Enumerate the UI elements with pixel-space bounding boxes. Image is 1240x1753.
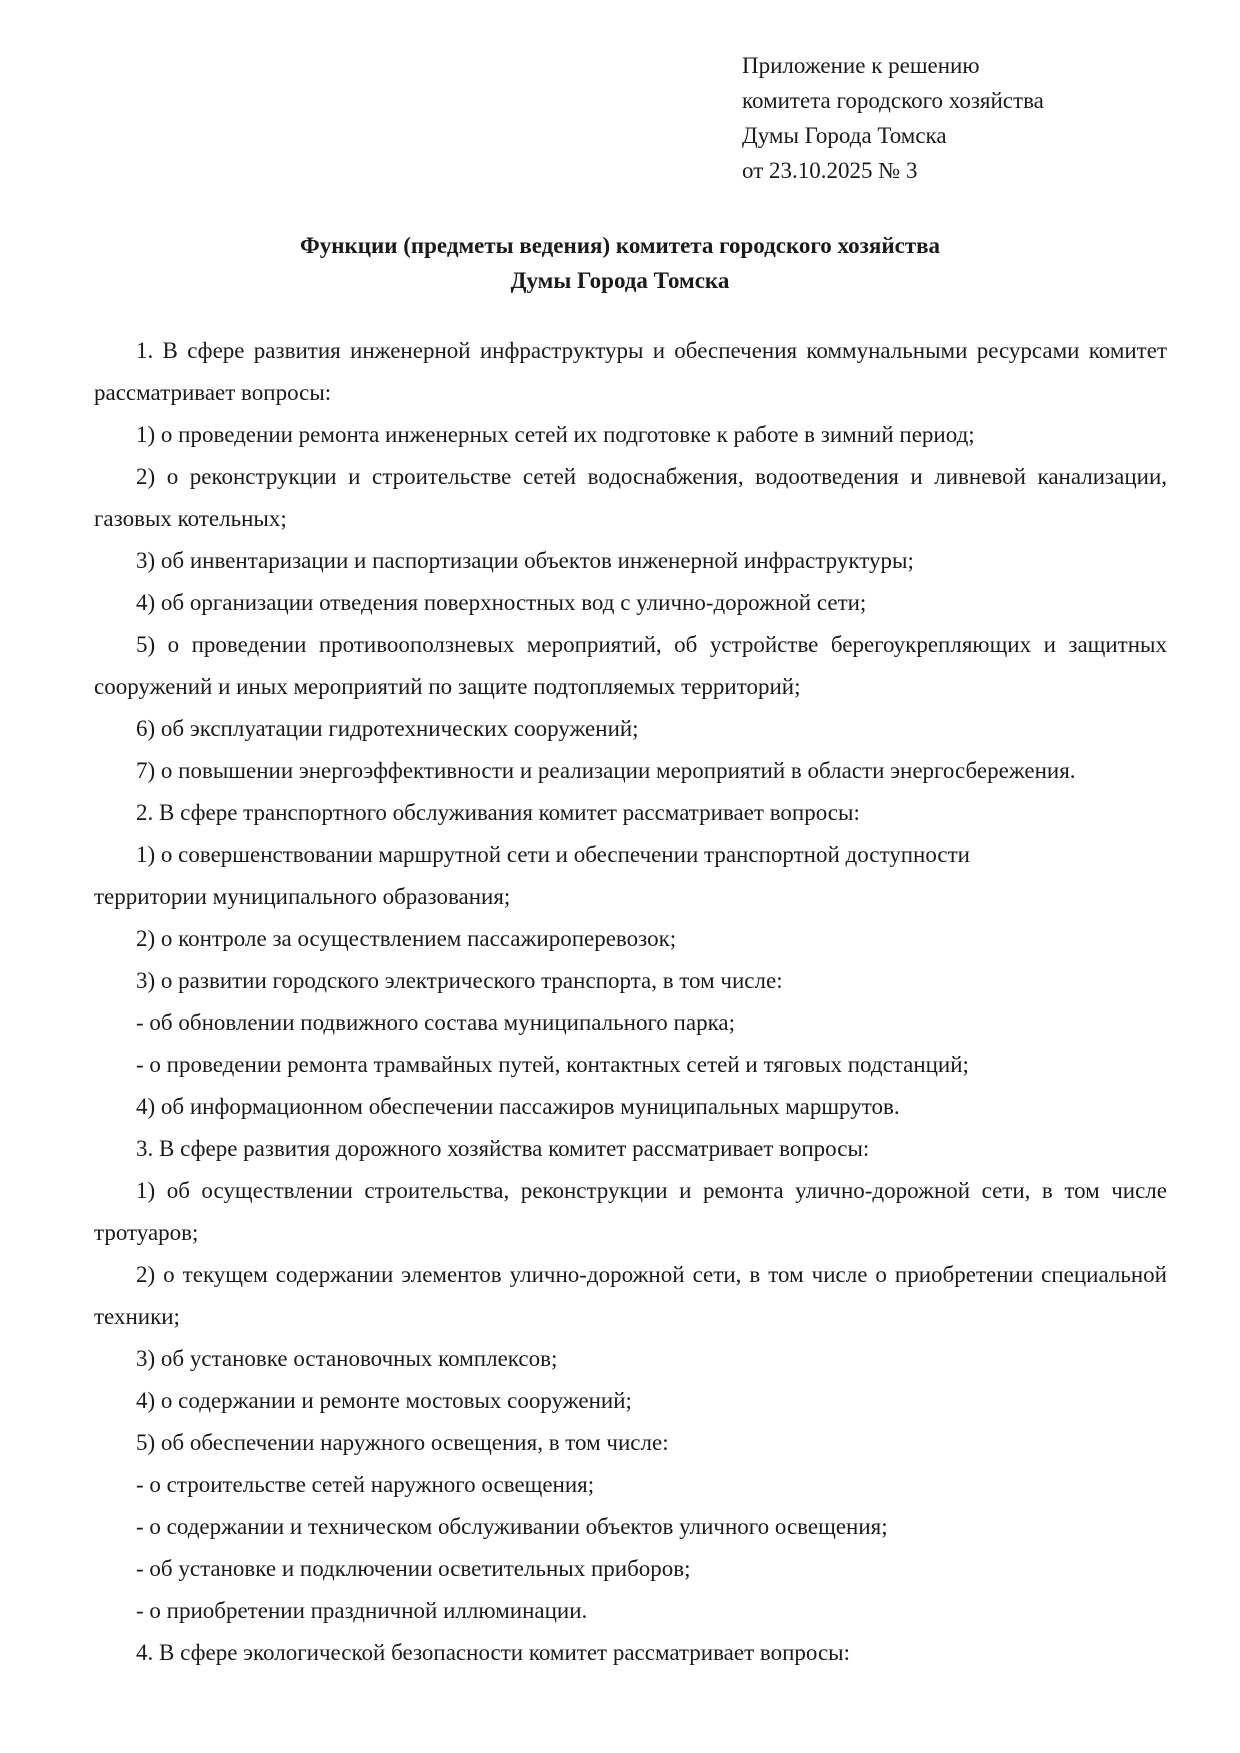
- title-line: Думы Города Томска: [510, 268, 730, 293]
- list-item: 3) о развитии городского электрического транспорта, в том числе:: [136, 968, 783, 993]
- document-body: [94, 330, 1167, 1674]
- appendix-line: Приложение к решению: [742, 53, 980, 78]
- list-item: 1) о совершенствовании маршрутной сети и обеспечении транспортной доступности: [136, 842, 970, 867]
- list-item: 3) об инвентаризации и паспортизации объектов инженерной инфраструктуры;: [136, 548, 914, 573]
- section-heading: 2. В сфере транспортного обслуживания комитет рассматривает вопросы:: [136, 800, 860, 825]
- list-item: 4) об организации отведения поверхностных вод с улично-дорожной сети;: [136, 590, 867, 615]
- list-item: 1) о проведении ремонта инженерных сетей их подготовке к работе в зимний период;: [136, 422, 975, 447]
- section-heading: 3. В сфере развития дорожного хозяйства комитет рассматривает вопросы:: [136, 1136, 870, 1161]
- list-item: 4) о содержании и ремонте мостовых сооружений;: [136, 1388, 632, 1413]
- list-item: 4) об информационном обеспечении пассажиров муниципальных маршрутов.: [136, 1094, 900, 1119]
- section-heading: 4. В сфере экологической безопасности комитет рассматривает вопросы:: [136, 1640, 851, 1665]
- appendix-line: Думы Города Томска: [742, 123, 947, 148]
- list-item: 5) об обеспечении наружного освещения, в том числе:: [136, 1430, 669, 1455]
- appendix-date-line: от 23.10.2025 № 3: [742, 158, 918, 183]
- sub-list-item: - о содержании и техническом обслуживании объектов уличного освещения;: [136, 1514, 888, 1539]
- appendix-block: [742, 48, 1044, 188]
- sub-list-item: - о проведении ремонта трамвайных путей, контактных сетей и тяговых подстанций;: [136, 1052, 969, 1077]
- sub-list-item: - об установке и подключении осветительных приборов;: [136, 1556, 691, 1581]
- list-item: 1) об осуществлении строительства, реконструкции и ремонта улично-дорожной сети, в том числе тротуаров;: [94, 1178, 1167, 1245]
- list-item-continuation: территории муниципального образования;: [94, 884, 511, 909]
- title-line: Функции (предметы ведения) комитета городского хозяйства: [299, 233, 941, 258]
- list-item: 6) об эксплуатации гидротехнических сооружений;: [136, 716, 639, 741]
- list-item: 3) об установке остановочных комплексов;: [136, 1346, 558, 1371]
- list-item: 2) о контроле за осуществлением пассажироперевозок;: [136, 926, 677, 951]
- sub-list-item: - об обновлении подвижного состава муниципального парка;: [136, 1010, 735, 1035]
- list-item: 5) о проведении противооползневых мероприятий, об устройстве берегоукрепляющих и защитных сооружений и иных мероприятий по защите подтопляемых территорий;: [94, 632, 1167, 699]
- section-heading: 1. В сфере развития инженерной инфраструктуры и обеспечения коммунальными ресурсами комитет рассматривает вопросы:: [94, 338, 1167, 405]
- sub-list-item: - о строительстве сетей наружного освещения;: [136, 1472, 595, 1497]
- list-item: 2) о реконструкции и строительстве сетей водоснабжения, водоотведения и ливневой канализации, газовых котельных;: [94, 464, 1167, 531]
- list-item: 2) о текущем содержании элементов улично-дорожной сети, в том числе о приобретении специальной техники;: [94, 1262, 1167, 1329]
- list-item: 7) о повышении энергоэффективности и реализации мероприятий в области энергосбережения.: [136, 758, 1076, 783]
- appendix-line: комитета городского хозяйства: [742, 88, 1044, 113]
- sub-list-item: - о приобретении праздничной иллюминации.: [136, 1598, 588, 1623]
- document-title: [94, 228, 1146, 298]
